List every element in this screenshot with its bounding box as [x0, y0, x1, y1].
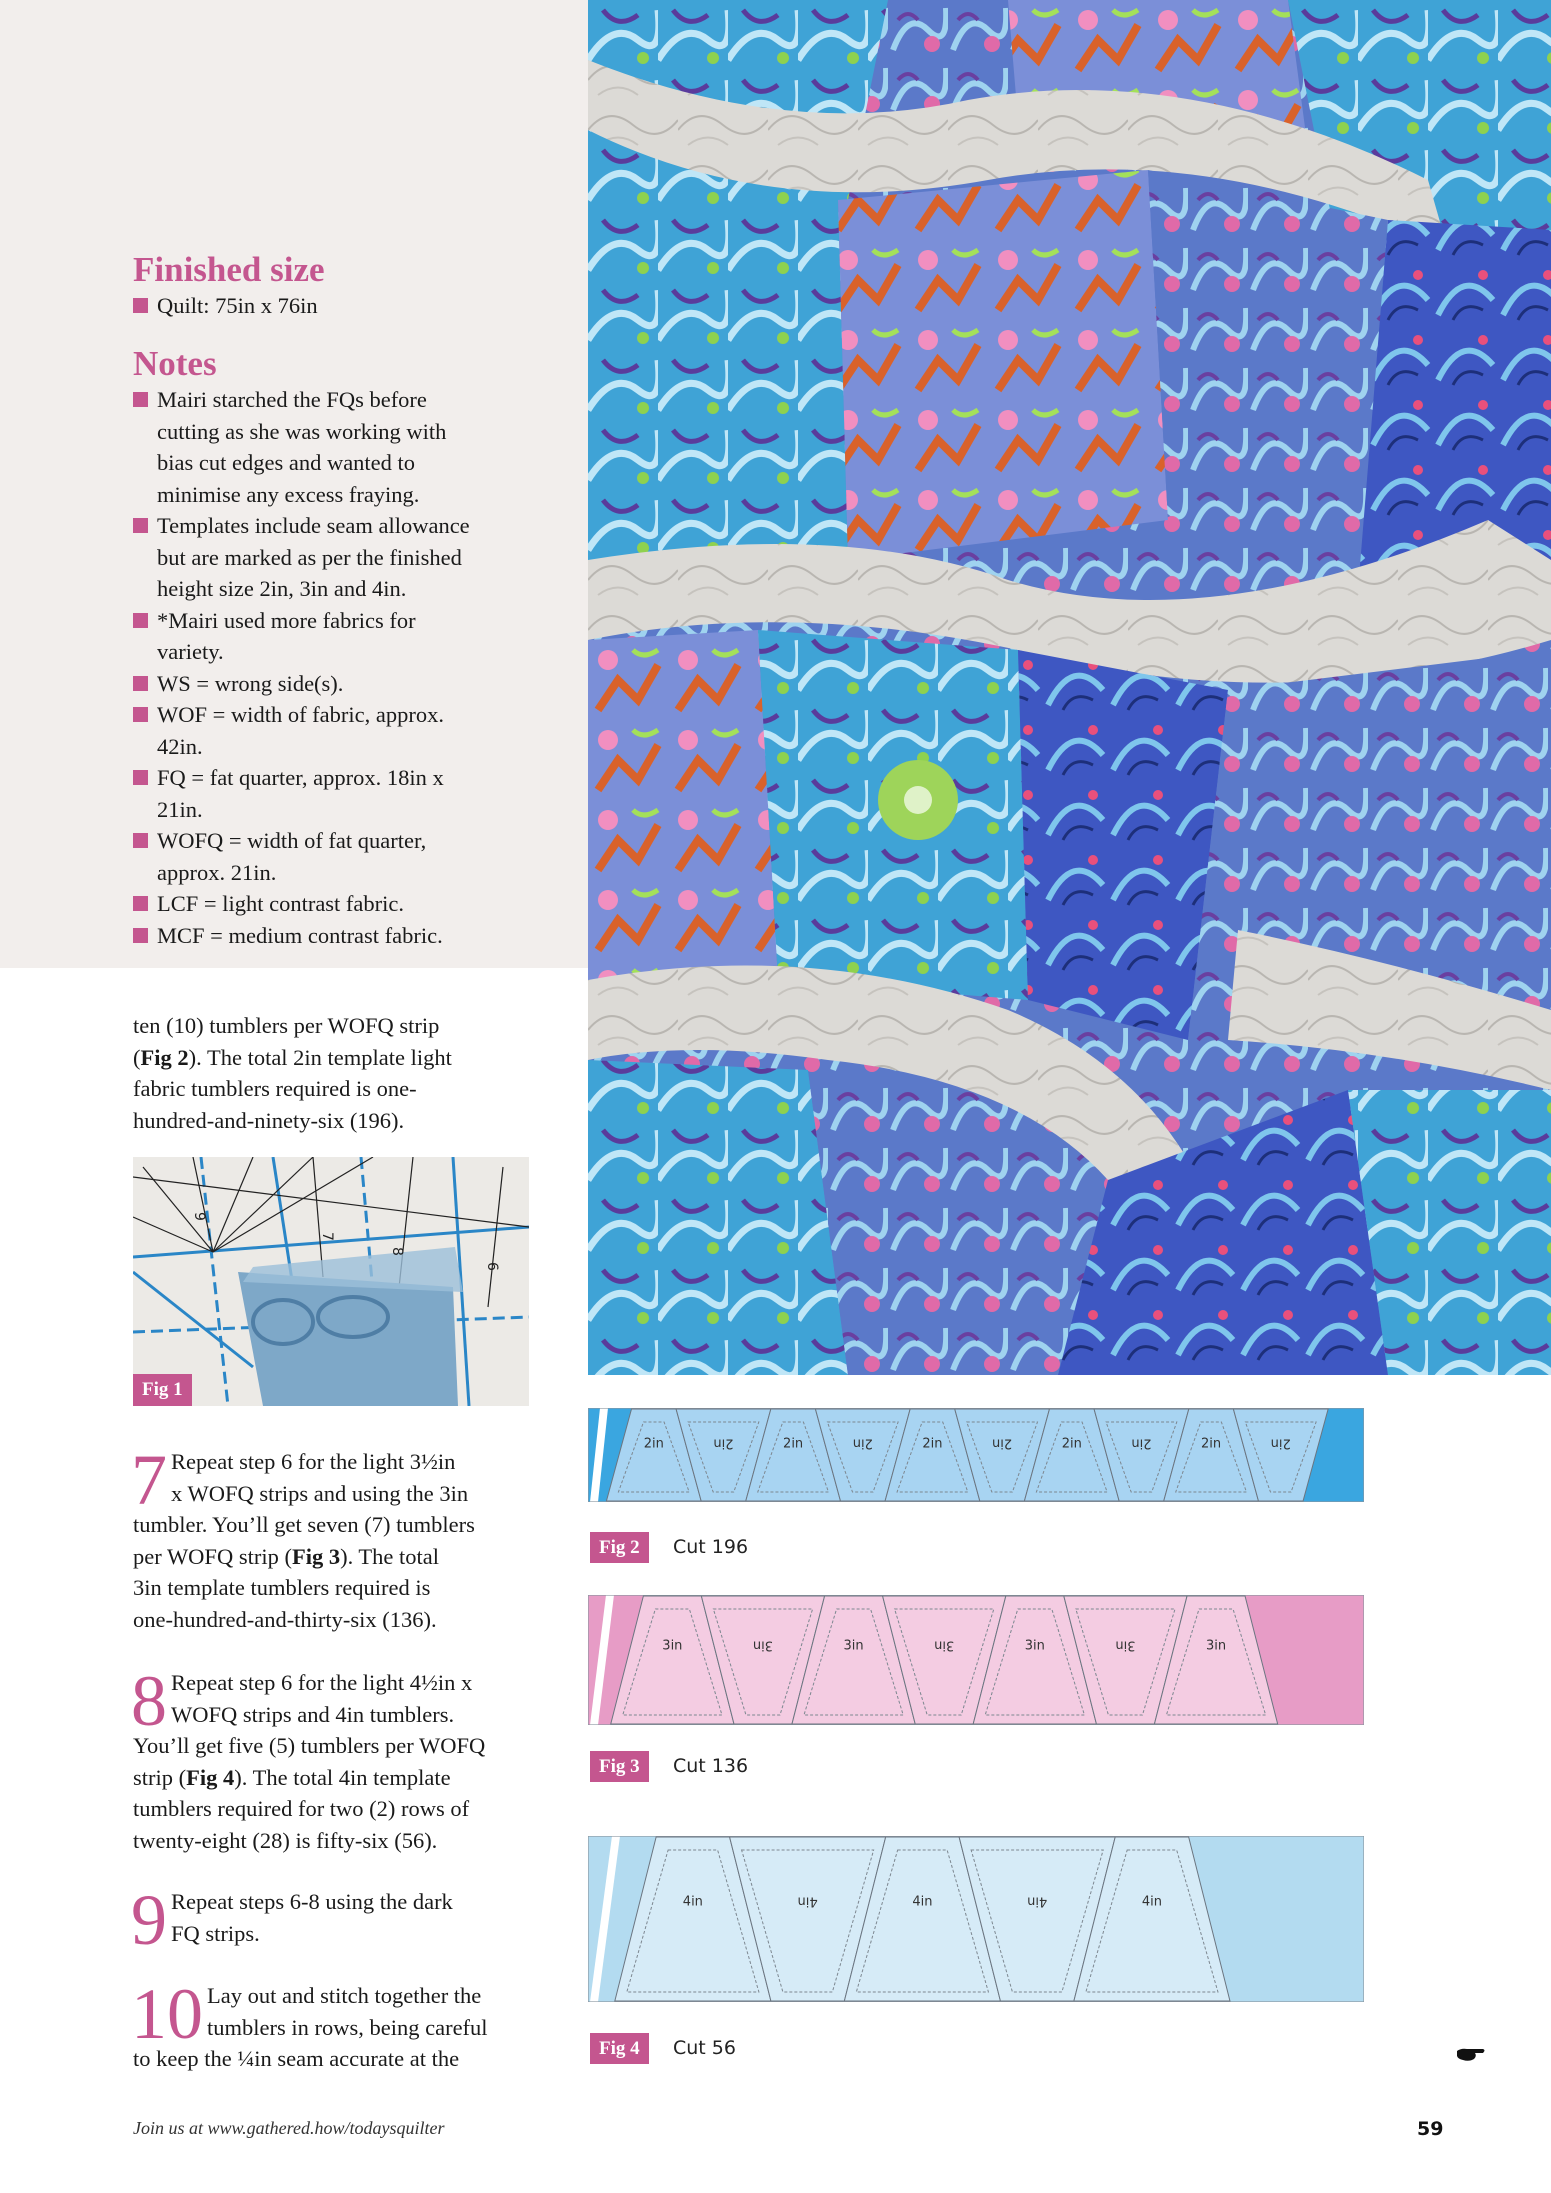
- tumbler-label: 4in: [797, 1893, 818, 1909]
- step-9: 9 Repeat steps 6-8 using the dark FQ strips.: [131, 1880, 453, 1960]
- step-7: 7 Repeat step 6 for the light 3½in x WOFQ strips and using the 3in tumbler. You’ll get seven (7) tumblers per WOFQ strip (Fig 3). The total 3in template tumblers required is one-hundred-and-thirty-six (136).: [131, 1440, 475, 1632]
- tumbler-label: 2in: [1131, 1435, 1152, 1451]
- fig4-caption: Cut 56: [673, 2037, 736, 2059]
- fig4-label: Fig 4: [590, 2033, 649, 2064]
- fig-ref: Fig 4: [186, 1764, 235, 1790]
- tumbler-label: 3in: [1115, 1637, 1136, 1653]
- list-item: LCF = light contrast fabric.: [133, 888, 553, 920]
- tumbler-label: 3in: [934, 1637, 955, 1653]
- strip-end: [1261, 1836, 1364, 2002]
- step-10: 10 Lay out and stitch together the tumblers in rows, being careful to keep the ¼in seam accurate at the: [131, 1974, 488, 2071]
- list-item: *Mairi used more fabrics for variety.: [133, 605, 553, 668]
- fig3-diagram: [588, 1595, 1364, 1725]
- svg-text:6: 6: [484, 1262, 500, 1271]
- fig2-label: Fig 2: [590, 1532, 649, 1563]
- tumbler-label: 4in: [1141, 1894, 1162, 1910]
- list-item: Mairi starched the FQs before cutting as she was working with bias cut edges and wanted to minimise any excess fraying.: [133, 384, 553, 510]
- tumbler-label: 2in: [783, 1436, 804, 1452]
- notes-list: [133, 384, 553, 951]
- list-item: MCF = medium contrast fabric.: [133, 920, 553, 952]
- finished-size-heading: Finished size: [133, 250, 325, 289]
- bullet-square-icon: [133, 896, 148, 911]
- fig1-label: Fig 1: [133, 1374, 192, 1406]
- bullet-square-icon: [133, 298, 148, 313]
- step-8: 8 Repeat step 6 for the light 4½in x WOFQ strips and 4in tumblers. You’ll get five (5) tumblers per WOFQ strip (Fig 4). The total 4in template tumblers required for two (2) rows of twenty-eight (28) is fifty-six (56).: [131, 1661, 486, 1853]
- fig3-label: Fig 3: [590, 1751, 649, 1782]
- bullet-square-icon: [133, 928, 148, 943]
- tumbler-label: 3in: [1205, 1638, 1227, 1654]
- tumbler-label: 2in: [992, 1435, 1013, 1451]
- tumbler-label: 4in: [912, 1894, 933, 1910]
- tumbler-label: 2in: [1061, 1436, 1082, 1452]
- tumbler-label: 2in: [1201, 1436, 1222, 1452]
- svg-text:8: 8: [389, 1247, 405, 1256]
- bullet-square-icon: [133, 676, 148, 691]
- fig3-caption: Cut 136: [673, 1755, 749, 1777]
- tumbler-label: 3in: [843, 1638, 864, 1654]
- tumbler-label: 4in: [682, 1894, 703, 1910]
- step-number: 10: [131, 1974, 203, 2054]
- tumbler-label: 2in: [852, 1435, 873, 1451]
- tumbler-label: 2in: [922, 1436, 943, 1452]
- page-number: 59: [1417, 2118, 1444, 2140]
- fig-ref: Fig 3: [291, 1543, 341, 1569]
- fig-ref: Fig 2: [140, 1044, 189, 1070]
- step-number: 9: [131, 1880, 167, 1960]
- bullet-square-icon: [133, 707, 148, 722]
- svg-text:7: 7: [319, 1232, 335, 1241]
- quilt-photo: [588, 0, 1551, 1375]
- bullet-square-icon: [133, 518, 148, 533]
- list-item: Quilt: 75in x 76in: [133, 290, 553, 322]
- list-item: Templates include seam allowance but are marked as per the finished height size 2in, 3in and 4in.: [133, 510, 553, 605]
- notes-heading: Notes: [133, 344, 217, 383]
- tumbler-label: 2in: [713, 1435, 734, 1451]
- tumbler-label: 3in: [662, 1638, 683, 1654]
- strip-end: [1347, 1408, 1364, 1502]
- list-item: WOFQ = width of fat quarter, approx. 21in.: [133, 825, 553, 888]
- footer-link[interactable]: Join us at www.gathered.how/todaysquilter: [133, 2118, 445, 2138]
- tumbler-label: 4in: [1027, 1893, 1048, 1909]
- tumbler-label: 2in: [643, 1436, 664, 1452]
- bullet-square-icon: [133, 392, 148, 407]
- bullet-square-icon: [133, 613, 148, 628]
- tumbler-label: 3in: [752, 1637, 774, 1653]
- svg-text:9: 9: [191, 1212, 207, 1221]
- step-number: 8: [131, 1661, 167, 1741]
- continued-paragraph: ten (10) tumblers per WOFQ strip (Fig 2). The total 2in template light fabric tumblers required is one- hundred-and-ninety-six (196).: [133, 1013, 452, 1133]
- list-item: WS = wrong side(s).: [133, 668, 553, 700]
- bullet-square-icon: [133, 770, 148, 785]
- fig2-diagram: [588, 1408, 1364, 1502]
- fig1-photo: [133, 1157, 529, 1406]
- step-number: 7: [131, 1440, 167, 1520]
- fig2-caption: Cut 196: [673, 1536, 749, 1558]
- list-item: FQ = fat quarter, approx. 18in x 21in.: [133, 762, 553, 825]
- strip-end: [1302, 1595, 1364, 1725]
- finished-size-list: [133, 290, 553, 322]
- tumbler-label: 3in: [1024, 1638, 1045, 1654]
- tumbler-label: 2in: [1270, 1435, 1291, 1451]
- list-item: WOF = width of fabric, approx. 42in.: [133, 699, 553, 762]
- bullet-square-icon: [133, 833, 148, 848]
- pointing-hand-icon: [1455, 2045, 1487, 2065]
- fig4-diagram: [588, 1836, 1364, 2002]
